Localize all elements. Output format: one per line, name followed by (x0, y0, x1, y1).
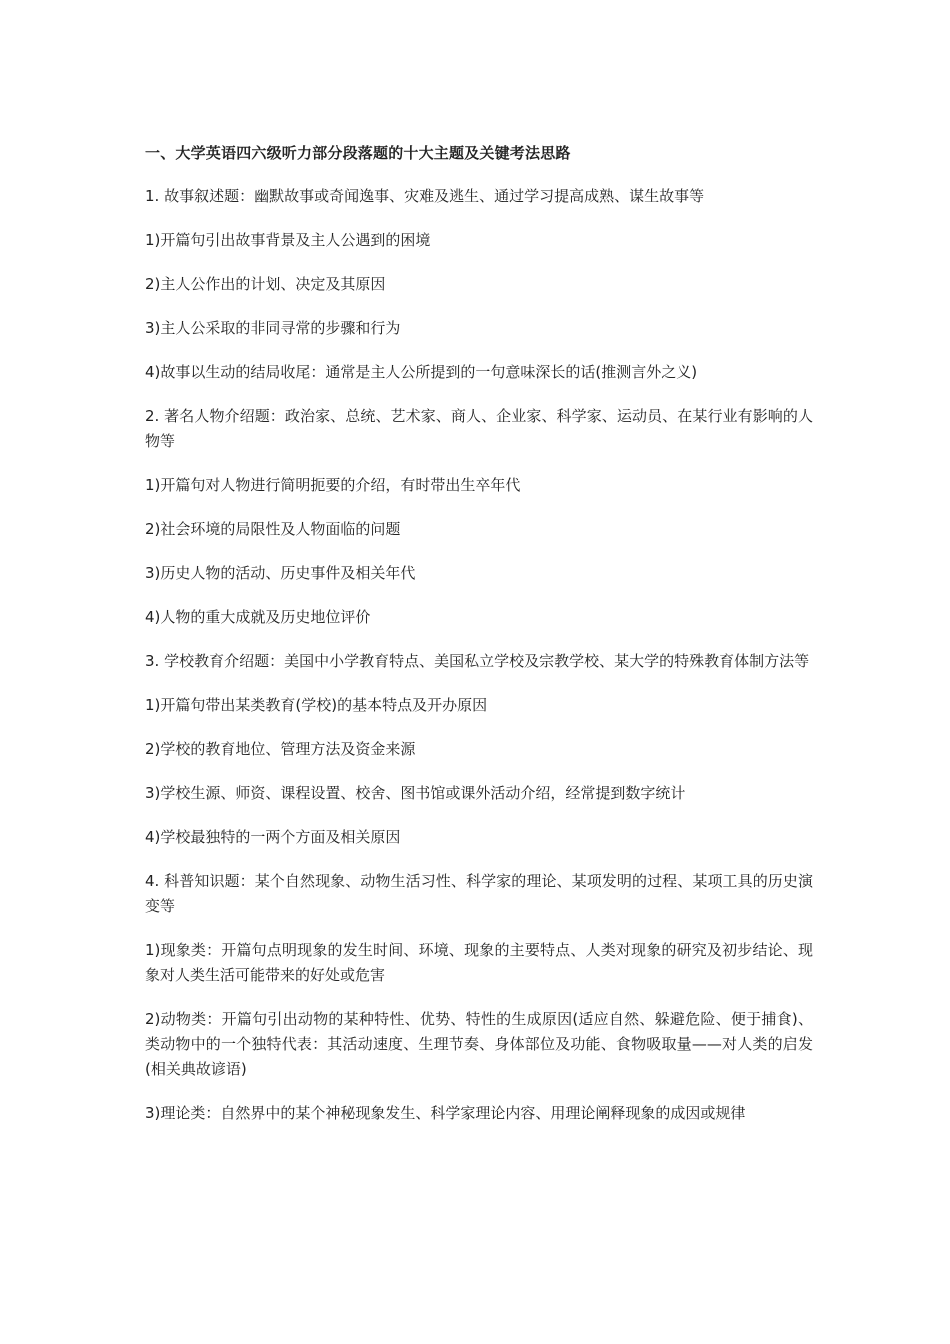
paragraph-item: 2)主人公作出的计划、决定及其原因 (145, 275, 386, 293)
paragraph-item: 2)社会环境的局限性及人物面临的问题 (145, 520, 401, 538)
paragraph-item: 2)学校的教育地位、管理方法及资金来源 (145, 740, 416, 758)
paragraph-topic-1: 1. 故事叙述题：幽默故事或奇闻逸事、灾难及逃生、通过学习提高成熟、谋生故事等 (145, 187, 705, 205)
paragraph-item: 4)人物的重大成就及历史地位评价 (145, 608, 371, 626)
paragraph-item: 2)动物类：开篇句引出动物的某种特性、优势、特性的生成原因(适应自然、躲避危险、便于捕食)、类动物中的一个独特代表：其活动速度、生理节奏、身体部位及功能、食物吸取量——对人类的启发(相关典故谚语) (145, 1010, 813, 1078)
document-heading: 一、大学英语四六级听力部分段落题的十大主题及关键考法思路 (145, 144, 571, 162)
paragraph-item: 3)历史人物的活动、历史事件及相关年代 (145, 564, 416, 582)
paragraph-item: 3)学校生源、师资、课程设置、校舍、图书馆或课外活动介绍，经常提到数字统计 (145, 784, 686, 802)
paragraph-item: 4)学校最独特的一两个方面及相关原因 (145, 828, 401, 846)
paragraph-item: 3)主人公采取的非同寻常的步骤和行为 (145, 319, 401, 337)
paragraph-topic-3: 3. 学校教育介绍题：美国中小学教育特点、美国私立学校及宗教学校、某大学的特殊教育体制方法等 (145, 652, 810, 670)
paragraph-item: 1)开篇句引出故事背景及主人公遇到的困境 (145, 231, 431, 249)
paragraph-topic-2: 2. 著名人物介绍题：政治家、总统、艺术家、商人、企业家、科学家、运动员、在某行业有影响的人物等 (145, 407, 813, 450)
paragraph-item: 1)现象类：开篇句点明现象的发生时间、环境、现象的主要特点、人类对现象的研究及初步结论、现象对人类生活可能带来的好处或危害 (145, 941, 813, 984)
paragraph-item: 3)理论类：自然界中的某个神秘现象发生、科学家理论内容、用理论阐释现象的成因或规律 (145, 1104, 746, 1122)
paragraph-topic-4: 4. 科普知识题：某个自然现象、动物生活习性、科学家的理论、某项发明的过程、某项工具的历史演变等 (145, 872, 813, 915)
paragraph-item: 4)故事以生动的结局收尾：通常是主人公所提到的一句意味深长的话(推测言外之义) (145, 363, 698, 381)
document-body (145, 140, 813, 1145)
paragraph-item: 1)开篇句带出某类教育(学校)的基本特点及开办原因 (145, 696, 488, 714)
paragraph-item: 1)开篇句对人物进行简明扼要的介绍，有时带出生卒年代 (145, 476, 521, 494)
